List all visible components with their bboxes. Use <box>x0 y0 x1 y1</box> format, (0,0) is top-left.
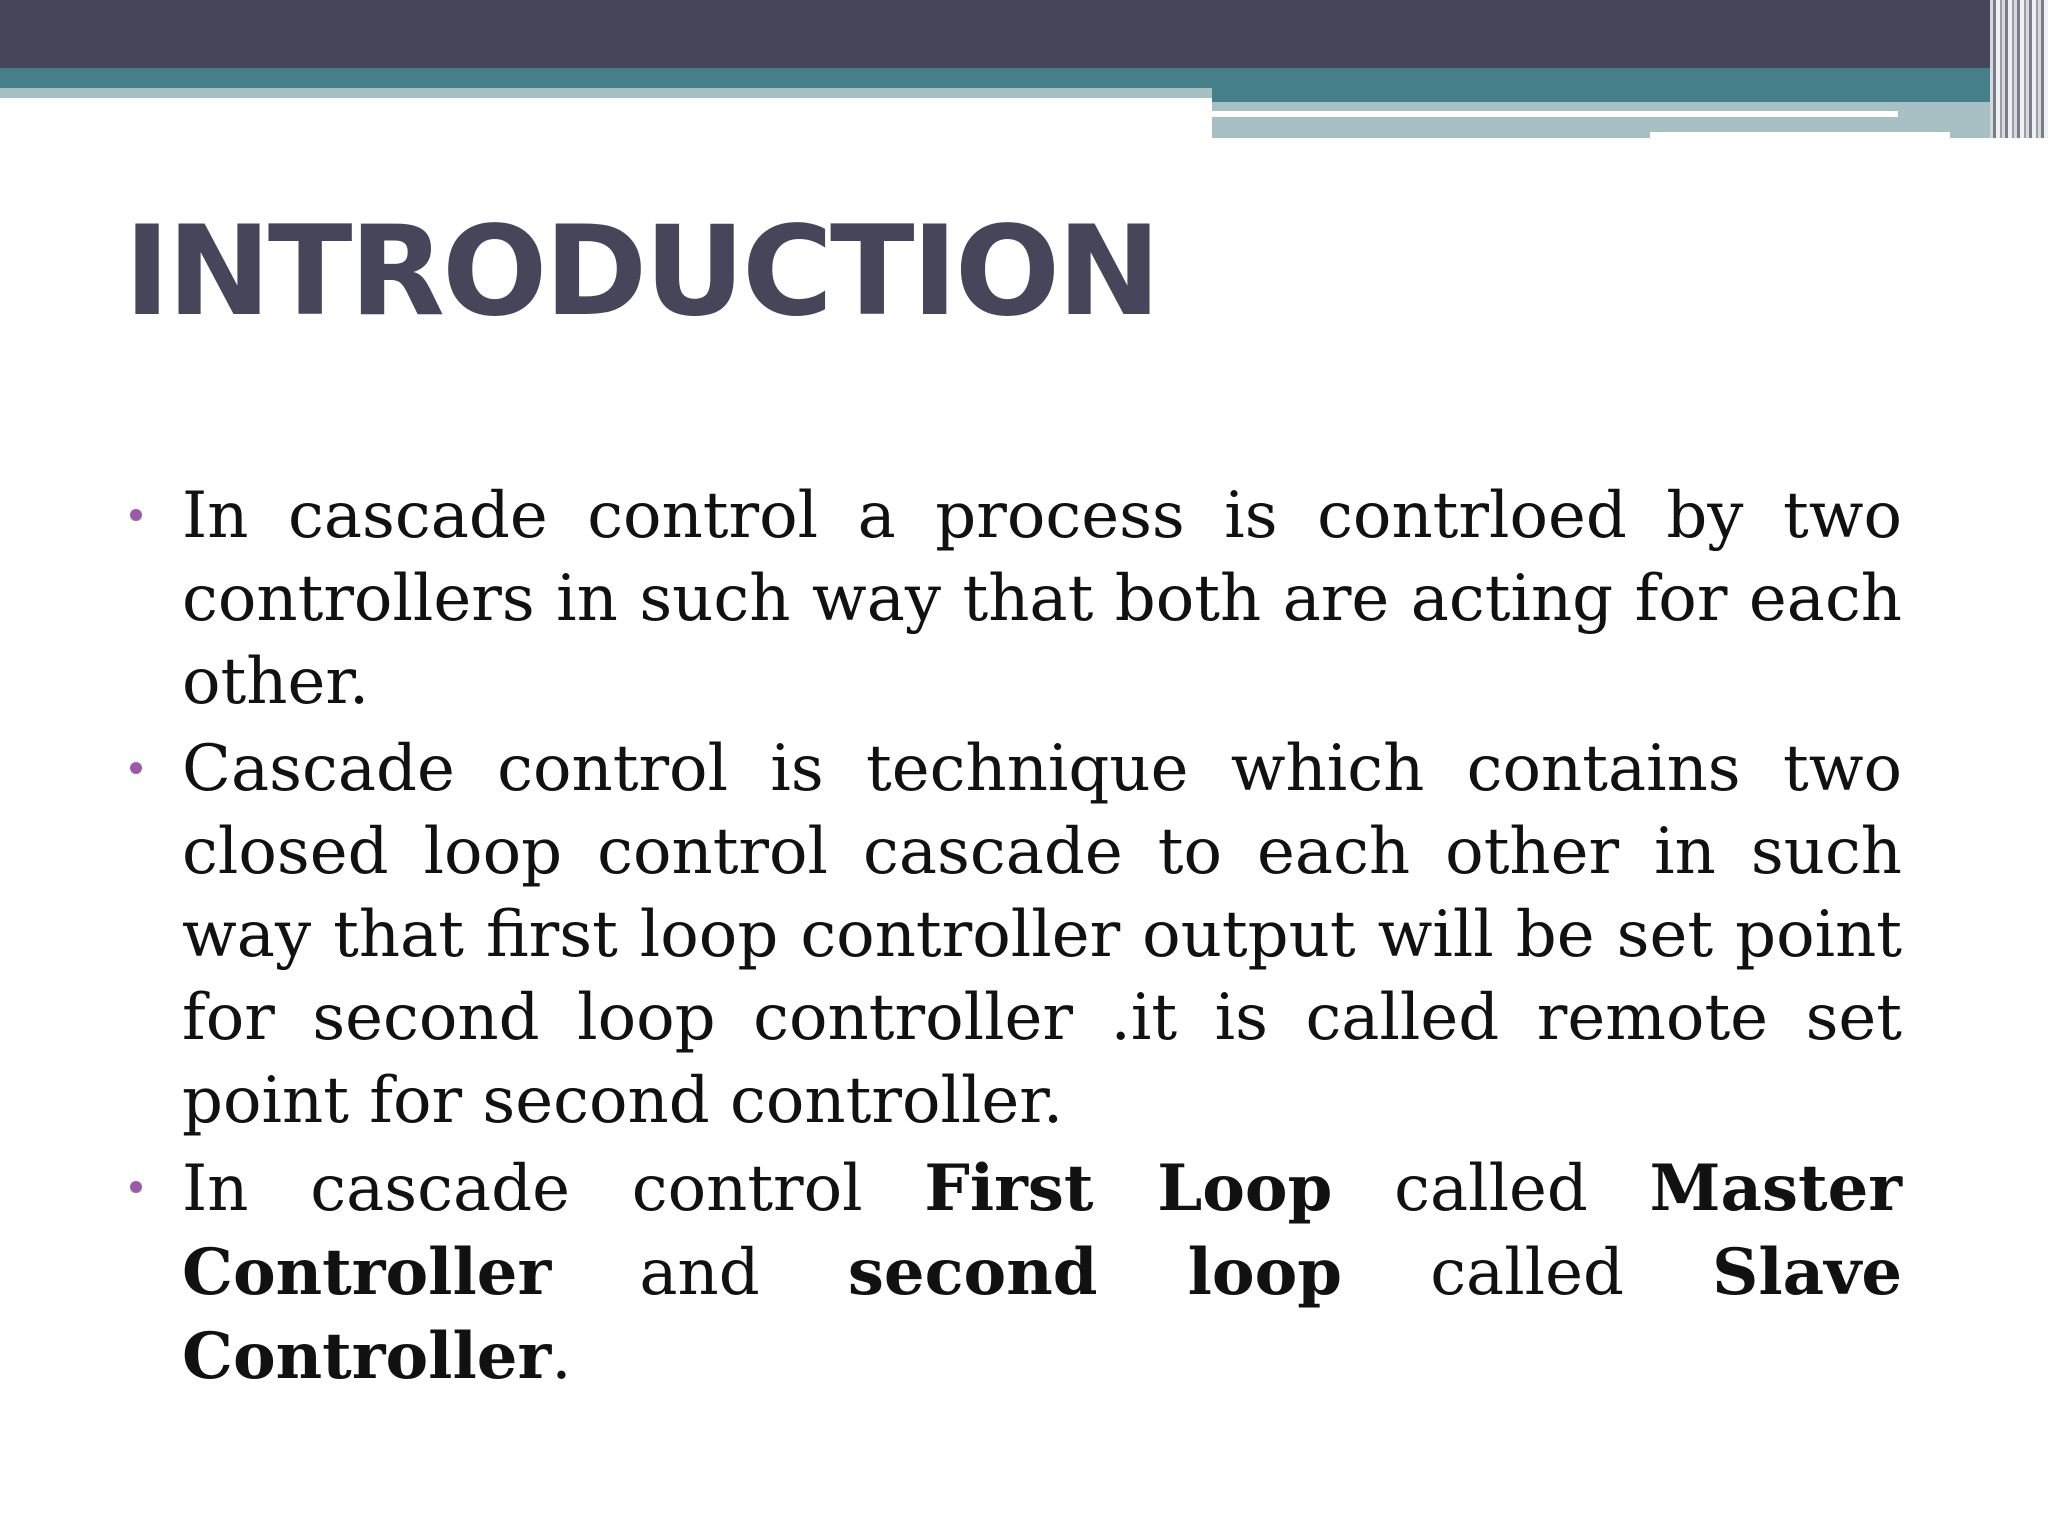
header-accent-gap <box>1650 132 1950 138</box>
bullet-text-3-part-2: called <box>1332 1152 1650 1226</box>
term-second-loop: second loop <box>847 1235 1343 1310</box>
bullet-dot-icon <box>130 1181 142 1193</box>
header-accent-line <box>1212 111 1898 117</box>
term-master-controller: Master Controller <box>182 1151 1903 1310</box>
header-band-teal-right <box>1212 88 2048 102</box>
bullet-text-3-part-3: and <box>551 1236 848 1310</box>
bullet-list <box>182 475 1902 1403</box>
bullet-dot-icon <box>130 509 142 521</box>
header-band-light-left <box>0 88 1212 98</box>
bullet-text-3-part-5: . <box>551 1320 572 1394</box>
bullet-text-3-part-1: In cascade control <box>182 1152 925 1226</box>
bullet-text-3-part-4: called <box>1342 1236 1713 1310</box>
header-edge-stripes <box>1990 0 2048 138</box>
term-first-loop: First Loop <box>924 1151 1333 1226</box>
header-band-dark <box>0 0 2048 68</box>
bullet-item-2 <box>182 728 1902 1143</box>
slide-title: INTRODUCTION <box>124 200 1158 344</box>
header-band-teal <box>0 68 2048 88</box>
bullet-item-1 <box>182 475 1902 724</box>
bullet-dot-icon <box>130 762 142 774</box>
term-slave-controller: Slave Controller <box>182 1235 1903 1394</box>
bullet-item-3 <box>182 1147 1902 1399</box>
bullet-text-1: In cascade control a process is contrloed by two controllers in such way that both are acting for each other. <box>182 479 1902 719</box>
bullet-text-2: Cascade control is technique which contains two closed loop control cascade to each other in such way that first loop controller output will be set point for second loop controller .it is called remote set point for second controller. <box>182 732 1902 1138</box>
